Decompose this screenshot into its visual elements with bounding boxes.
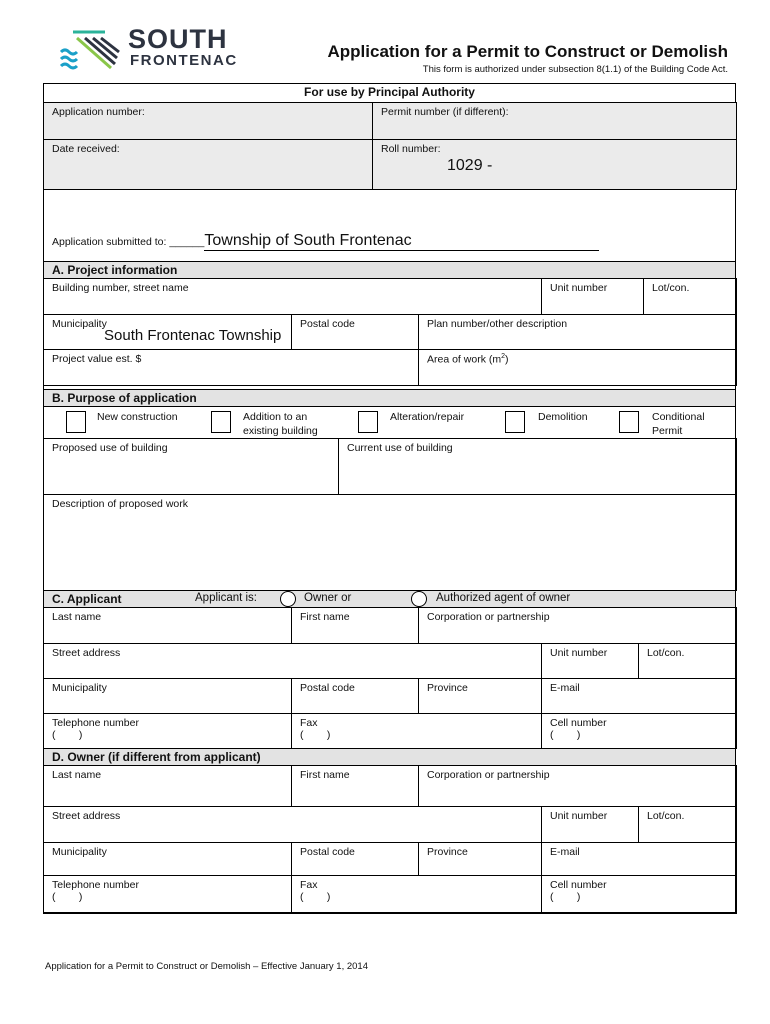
applicant-telephone-label: Telephone number bbox=[52, 717, 139, 729]
owner-last-name-label: Last name bbox=[52, 769, 102, 781]
conditional-permit-checkbox[interactable] bbox=[619, 411, 639, 433]
owner-fax-area: ( ) bbox=[300, 891, 331, 903]
roll-number-value: 1029 - bbox=[447, 157, 493, 174]
project-value-label: Project value est. $ bbox=[52, 353, 142, 365]
date-received-label: Date received: bbox=[52, 143, 120, 155]
submitted-to-label: Application submitted to: ______ bbox=[52, 236, 205, 248]
page-footer: Application for a Permit to Construct or Demolish – Effective January 1, 2014 bbox=[45, 961, 368, 972]
authority-heading-text: For use by Principal Authority bbox=[304, 85, 475, 99]
new-construction-label: New construction bbox=[97, 411, 178, 423]
section-b-title: B. Purpose of application bbox=[52, 391, 197, 405]
owner-municipality-label: Municipality bbox=[52, 846, 107, 858]
roll-number-field[interactable] bbox=[372, 139, 737, 190]
owner-radio[interactable] bbox=[280, 591, 296, 607]
new-construction-checkbox[interactable] bbox=[66, 411, 86, 433]
section-a-title: A. Project information bbox=[52, 263, 178, 277]
owner-telephone-field[interactable] bbox=[43, 875, 292, 914]
description-field[interactable] bbox=[43, 494, 737, 591]
applicant-municipality-label: Municipality bbox=[52, 682, 107, 694]
addition-checkbox[interactable] bbox=[211, 411, 231, 433]
agent-radio[interactable] bbox=[411, 591, 427, 607]
form-title: Application for a Permit to Construct or Demolish bbox=[327, 42, 728, 61]
owner-unit-field[interactable] bbox=[541, 806, 639, 843]
form-subtitle: This form is authorized under subsection 8(1.1) of the Building Code Act. bbox=[422, 64, 728, 75]
applicant-first-name-field[interactable] bbox=[291, 607, 419, 644]
applicant-street-label: Street address bbox=[52, 647, 121, 659]
plan-number-label: Plan number/other description bbox=[427, 318, 568, 330]
applicant-last-name-field[interactable] bbox=[43, 607, 292, 644]
owner-first-name-label: First name bbox=[300, 769, 350, 781]
roll-number-label: Roll number: bbox=[381, 143, 441, 155]
application-number-label: Application number: bbox=[52, 106, 145, 118]
addition-label-line1: Addition to an bbox=[243, 411, 308, 423]
applicant-street-field[interactable] bbox=[43, 643, 542, 679]
section-c-heading bbox=[43, 590, 736, 608]
unit-number-label: Unit number bbox=[550, 282, 608, 294]
section-a-heading bbox=[43, 261, 736, 279]
current-use-field[interactable] bbox=[338, 438, 737, 495]
applicant-fax-area: ( ) bbox=[300, 729, 331, 741]
section-d-heading bbox=[43, 748, 736, 766]
section-b-heading bbox=[43, 389, 736, 407]
owner-province-field[interactable] bbox=[418, 842, 542, 876]
owner-first-name-field[interactable] bbox=[291, 765, 419, 807]
agent-label: Authorized agent of owner bbox=[436, 592, 571, 604]
demolition-label: Demolition bbox=[538, 411, 588, 423]
submitted-to-value[interactable]: Township of South Frontenac bbox=[204, 232, 599, 251]
applicant-unit-label: Unit number bbox=[550, 647, 608, 659]
owner-street-label: Street address bbox=[52, 810, 121, 822]
postal-code-label: Postal code bbox=[300, 318, 355, 330]
lot-con-label: Lot/con. bbox=[652, 282, 690, 294]
owner-lot-field[interactable] bbox=[638, 806, 737, 843]
permit-form bbox=[43, 83, 736, 913]
owner-postal-label: Postal code bbox=[300, 846, 355, 858]
applicant-province-label: Province bbox=[427, 682, 468, 694]
owner-last-name-field[interactable] bbox=[43, 765, 292, 807]
applicant-province-field[interactable] bbox=[418, 678, 542, 714]
application-number-field[interactable] bbox=[43, 102, 373, 140]
owner-corporation-field[interactable] bbox=[418, 765, 737, 807]
owner-cell-label: Cell number bbox=[550, 879, 607, 891]
owner-fax-field[interactable] bbox=[291, 875, 542, 914]
addition-label-line2: existing building bbox=[243, 425, 318, 437]
applicant-lot-label: Lot/con. bbox=[647, 647, 685, 659]
area-of-work-field[interactable] bbox=[418, 349, 737, 386]
applicant-first-name-label: First name bbox=[300, 611, 350, 623]
area-of-work-label: Area of work (m bbox=[427, 353, 502, 366]
applicant-cell-area: ( ) bbox=[550, 729, 581, 741]
applicant-fax-label: Fax bbox=[300, 717, 318, 729]
applicant-corporation-label: Corporation or partnership bbox=[427, 611, 550, 623]
applicant-telephone-field[interactable] bbox=[43, 713, 292, 749]
applicant-municipality-field[interactable] bbox=[43, 678, 292, 714]
applicant-email-field[interactable] bbox=[541, 678, 737, 714]
municipality-field[interactable] bbox=[43, 314, 292, 350]
applicant-corporation-field[interactable] bbox=[418, 607, 737, 644]
current-use-label: Current use of building bbox=[347, 442, 453, 454]
permit-number-field[interactable] bbox=[372, 102, 737, 140]
submitted-to-row bbox=[43, 189, 736, 262]
plan-number-field[interactable] bbox=[418, 314, 737, 350]
conditional-permit-label-line2: Permit bbox=[652, 425, 683, 437]
owner-email-label: E-mail bbox=[550, 846, 580, 858]
owner-municipality-field[interactable] bbox=[43, 842, 292, 876]
logo-text-south: SOUTH bbox=[128, 24, 228, 54]
owner-fax-label: Fax bbox=[300, 879, 318, 891]
owner-province-label: Province bbox=[427, 846, 468, 858]
permit-number-label: Permit number (if different): bbox=[381, 106, 509, 118]
logo-text-frontenac: FRONTENAC bbox=[130, 52, 238, 69]
applicant-cell-label: Cell number bbox=[550, 717, 607, 729]
municipality-value: South Frontenac Township bbox=[104, 327, 282, 344]
description-label: Description of proposed work bbox=[52, 498, 188, 510]
applicant-last-name-label: Last name bbox=[52, 611, 102, 623]
area-superscript: 2 bbox=[501, 353, 506, 360]
owner-postal-field[interactable] bbox=[291, 842, 419, 876]
alteration-repair-checkbox[interactable] bbox=[358, 411, 378, 433]
owner-corporation-label: Corporation or partnership bbox=[427, 769, 550, 781]
authority-heading bbox=[43, 83, 736, 103]
unit-number-field[interactable] bbox=[541, 278, 644, 315]
proposed-use-field[interactable] bbox=[43, 438, 339, 495]
owner-cell-field[interactable] bbox=[541, 875, 737, 914]
owner-telephone-area: ( ) bbox=[52, 891, 83, 903]
applicant-lot-field[interactable] bbox=[638, 643, 737, 679]
alteration-repair-label: Alteration/repair bbox=[390, 411, 465, 423]
proposed-use-label: Proposed use of building bbox=[52, 442, 168, 454]
owner-unit-label: Unit number bbox=[550, 810, 608, 822]
applicant-email-label: E-mail bbox=[550, 682, 580, 694]
building-street-label: Building number, street name bbox=[52, 282, 189, 294]
area-close-paren: ) bbox=[505, 353, 509, 366]
postal-code-field[interactable] bbox=[291, 314, 419, 350]
section-c-title: C. Applicant bbox=[52, 592, 122, 606]
demolition-checkbox[interactable] bbox=[505, 411, 525, 433]
section-d-title: D. Owner (if different from applicant) bbox=[52, 750, 261, 764]
applicant-cell-field[interactable] bbox=[541, 713, 737, 749]
applicant-unit-field[interactable] bbox=[541, 643, 639, 679]
applicant-telephone-area: ( ) bbox=[52, 729, 83, 741]
municipality-label: Municipality bbox=[52, 318, 107, 330]
applicant-postal-label: Postal code bbox=[300, 682, 355, 694]
building-street-field[interactable] bbox=[43, 278, 542, 315]
owner-cell-area: ( ) bbox=[550, 891, 581, 903]
project-value-field[interactable] bbox=[43, 349, 419, 386]
lot-con-field[interactable] bbox=[643, 278, 737, 315]
owner-street-field[interactable] bbox=[43, 806, 542, 843]
date-received-field[interactable] bbox=[43, 139, 373, 190]
owner-label: Owner or bbox=[304, 592, 352, 604]
owner-lot-label: Lot/con. bbox=[647, 810, 685, 822]
applicant-fax-field[interactable] bbox=[291, 713, 542, 749]
owner-email-field[interactable] bbox=[541, 842, 737, 876]
applicant-is-label: Applicant is: bbox=[195, 592, 258, 604]
applicant-postal-field[interactable] bbox=[291, 678, 419, 714]
owner-telephone-label: Telephone number bbox=[52, 879, 139, 891]
conditional-permit-label-line1: Conditional bbox=[652, 411, 705, 423]
